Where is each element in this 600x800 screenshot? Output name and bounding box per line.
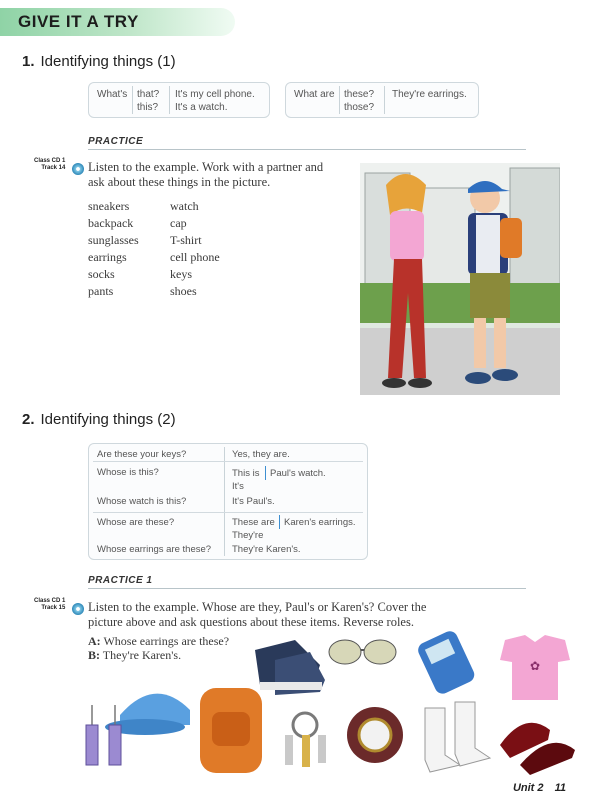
socks-image: [425, 702, 490, 772]
row3-answer: It's Paul's.: [232, 496, 275, 507]
practice-label: PRACTICE: [88, 136, 144, 147]
instruction-line1: Listen to the example. Work with a partner and: [88, 160, 324, 174]
word-item: cell phone: [170, 250, 220, 264]
tshirt-image: [500, 635, 570, 700]
section1-number: 1.: [22, 53, 35, 70]
items-illustration: [80, 630, 580, 780]
box2-q2a: these?: [344, 89, 375, 100]
keys-image: [285, 713, 326, 767]
instruction2-line1: Listen to the example. Whose are they, Paul's or Karen's? Cover the: [88, 600, 427, 614]
row4-answer-a: These are: [232, 517, 275, 528]
shoes-image: [500, 723, 575, 775]
page-number: 11: [554, 782, 566, 794]
section1-heading: [22, 53, 176, 70]
cd-track-badge: [34, 158, 65, 172]
cd-icon: [72, 603, 84, 615]
section1-title: Identifying things (1): [40, 53, 176, 70]
cd-line2: Track 14: [41, 165, 66, 171]
word-item: watch: [170, 199, 199, 213]
dialog-a-text: Whose earrings are these?: [103, 634, 230, 648]
word-item: cap: [170, 216, 187, 230]
page-title: GIVE IT A TRY: [18, 12, 139, 31]
word-item: socks: [88, 267, 115, 281]
grammar-box-plural: [285, 82, 479, 118]
dialog-a-label: A:: [88, 634, 101, 648]
row2-answer-c: Paul's watch.: [270, 468, 326, 479]
box1-q1: What's: [97, 89, 128, 100]
cd-icon: [72, 163, 84, 175]
word-list-col2: [170, 198, 220, 300]
word-item: sunglasses: [88, 233, 139, 247]
cd-track-badge-2: [34, 598, 65, 612]
grammar-box-singular: [88, 82, 270, 118]
practice-rule: [88, 149, 526, 150]
page-footer: [513, 782, 566, 794]
sneakers-image: [255, 640, 325, 695]
row2-answer-a: This is: [232, 468, 260, 479]
practice1-label: PRACTICE 1: [88, 575, 153, 586]
practice1-rule: [88, 588, 526, 589]
dialog-b-label: B:: [88, 648, 100, 662]
unit-label: Unit 2: [512, 782, 544, 794]
row5-answer: They're Karen's.: [232, 544, 301, 555]
section2-number: 2.: [22, 411, 35, 428]
row2-answer-b: It's: [232, 481, 244, 492]
row3-question: Whose watch is this?: [97, 496, 187, 507]
cd2-line2: Track 15: [41, 605, 66, 611]
box2-a1: They're earrings.: [392, 89, 467, 100]
word-list-col1: [88, 198, 139, 300]
section2-heading: [22, 411, 176, 428]
row2-question: Whose is this?: [97, 467, 159, 478]
box1-q2b: this?: [137, 102, 159, 113]
svg-text:✿: ✿: [529, 659, 541, 673]
watch-image: [347, 707, 403, 763]
row5-question: Whose earrings are these?: [97, 544, 212, 555]
earrings-image: [86, 705, 121, 765]
box1-q2a: that?: [137, 89, 160, 100]
row1-answer: Yes, they are.: [232, 449, 290, 460]
cd-line1: Class CD 1: [34, 158, 66, 164]
instruction-line2: ask about these things in the picture.: [88, 175, 271, 189]
row4-question: Whose are these?: [97, 517, 175, 528]
box2-q2b: those?: [344, 102, 375, 113]
row4-answer-b: They're: [232, 530, 264, 541]
box1-a2: It's a watch.: [175, 102, 228, 113]
grammar-table-whose: [88, 443, 368, 560]
section2-title: Identifying things (2): [40, 411, 176, 428]
instruction2-line2: picture above and ask questions about these items. Reverse roles.: [88, 615, 414, 629]
cell-phone-image: [416, 630, 477, 696]
practice-instruction: [88, 160, 358, 190]
word-item: backpack: [88, 216, 134, 230]
backpack-image: [200, 688, 262, 773]
sunglasses-image: [329, 640, 396, 664]
row4-answer-c: Karen's earrings.: [284, 517, 356, 528]
box1-a1: It's my cell phone.: [175, 89, 255, 100]
word-item: shoes: [170, 284, 197, 298]
dialog-b-text: They're Karen's.: [102, 648, 182, 662]
word-item: keys: [170, 267, 192, 281]
practice1-instruction: [88, 600, 488, 630]
word-item: pants: [88, 284, 114, 298]
box2-q1: What are: [294, 89, 335, 100]
cd2-line1: Class CD 1: [34, 598, 66, 604]
karen-paul-illustration: [360, 163, 560, 395]
word-item: sneakers: [88, 199, 130, 213]
word-item: T-shirt: [170, 233, 202, 247]
word-item: earrings: [88, 250, 127, 264]
row1-question: Are these your keys?: [97, 449, 187, 460]
